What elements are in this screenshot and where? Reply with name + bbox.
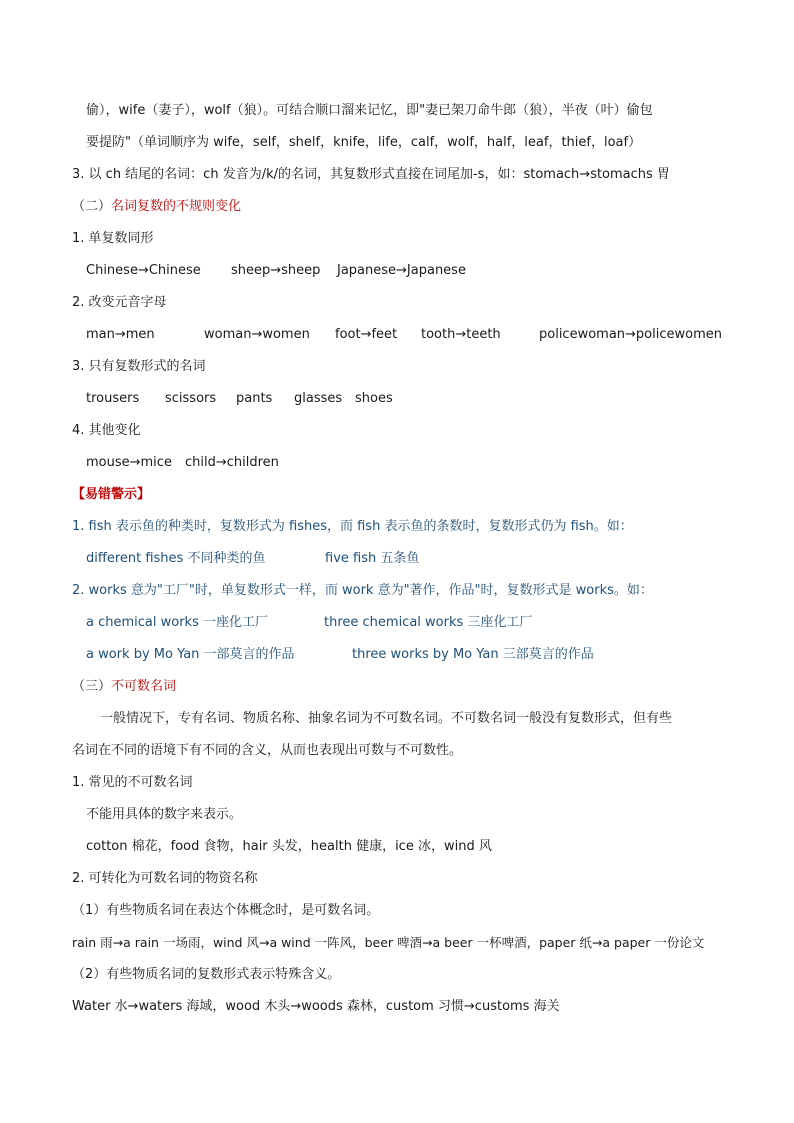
heading-text: 不可数名词 — [111, 679, 177, 694]
word-pair: foot→feet — [335, 327, 398, 342]
word-pair: child→children — [185, 455, 279, 470]
item-title: 2. 改变元音字母 — [72, 295, 167, 310]
item-description: 不能用具体的数字来表示。 — [86, 807, 243, 822]
example: a work by Mo Yan 一部莫言的作品 — [86, 647, 295, 662]
rule-ch-ending: 3. 以 ch 结尾的名词：ch 发音为/k/的名词，其复数形式直接在词尾加-s，如：stomach→stomachs 胃 — [72, 167, 670, 182]
item-title: 3. 只有复数形式的名词 — [72, 359, 206, 374]
example: a chemical works 一座化工厂 — [86, 615, 268, 630]
sub-item-title: （1）有些物质名词在表达个体概念时，是可数名词。 — [72, 903, 380, 918]
warning-point: 2. works 意为"工厂"时，单复数形式一样，而 work 意为"著作，作品"时，复数形式是 works。如： — [72, 583, 653, 598]
word-pair: mouse→mice — [86, 455, 172, 470]
example-line: cotton 棉花，food 食物，hair 头发，health 健康，ice 冰，wind 风 — [86, 839, 492, 854]
section-heading-uncountable — [72, 678, 176, 696]
example: five fish 五条鱼 — [325, 551, 420, 566]
word: trousers — [86, 391, 140, 406]
warning-point: 1. fish 表示鱼的种类时，复数形式为 fishes，而 fish 表示鱼的条数时，复数形式仍为 fish。如： — [72, 519, 633, 534]
word-pair: Japanese→Japanese — [337, 263, 466, 278]
example: three chemical works 三座化工厂 — [324, 615, 533, 630]
paragraph-line: 要提防"（单词顺序为 wife，self，shelf，knife，life，calf，wolf，half，leaf，thief，loaf） — [86, 135, 642, 150]
word-pair: Chinese→Chinese — [86, 263, 201, 278]
word-pair: man→men — [86, 327, 155, 342]
item-title: 4. 其他变化 — [72, 423, 141, 438]
item-title: 1. 常见的不可数名词 — [72, 775, 193, 790]
paragraph-line: 名词在不同的语境下有不同的含义，从而也表现出可数与不可数性。 — [72, 743, 463, 758]
word-pair: sheep→sheep — [231, 263, 321, 278]
example-line: rain 雨→a rain 一场雨，wind 风→a wind 一阵风，beer 啤酒→a beer 一杯啤酒，paper 纸→a paper 一份论文 — [72, 935, 705, 950]
section-heading-irregular-plurals — [72, 198, 241, 216]
example: three works by Mo Yan 三部莫言的作品 — [352, 647, 594, 662]
heading-text: 名词复数的不规则变化 — [111, 199, 242, 214]
example: different fishes 不同种类的鱼 — [86, 551, 266, 566]
word-pair: policewoman→policewomen — [539, 327, 722, 342]
example-line: Water 水→waters 海域，wood 木头→woods 森林，custom 习惯→customs 海关 — [72, 999, 560, 1014]
paragraph-line: 偷），wife（妻子），wolf（狼）。可结合顺口溜来记忆，即"妻已架刀命牛郎（狼），半夜（叶）偷包 — [86, 103, 653, 118]
word: pants — [236, 391, 273, 406]
word: glasses — [294, 391, 343, 406]
heading-number: （三） — [72, 679, 112, 694]
paragraph-line: 一般情况下，专有名词、物质名称、抽象名词为不可数名词。不可数名词一般没有复数形式，但有些 — [100, 711, 673, 726]
word: shoes — [355, 391, 393, 406]
word: scissors — [165, 391, 217, 406]
word-pair: woman→women — [204, 327, 310, 342]
item-title: 1. 单复数同形 — [72, 231, 154, 246]
sub-item-title: （2）有些物质名词的复数形式表示特殊含义。 — [72, 967, 341, 982]
item-title: 2. 可转化为可数名词的物资名称 — [72, 871, 258, 886]
word-pair: tooth→teeth — [421, 327, 501, 342]
warning-heading: 【易错警示】 — [72, 487, 151, 502]
heading-number: （二） — [72, 199, 112, 214]
